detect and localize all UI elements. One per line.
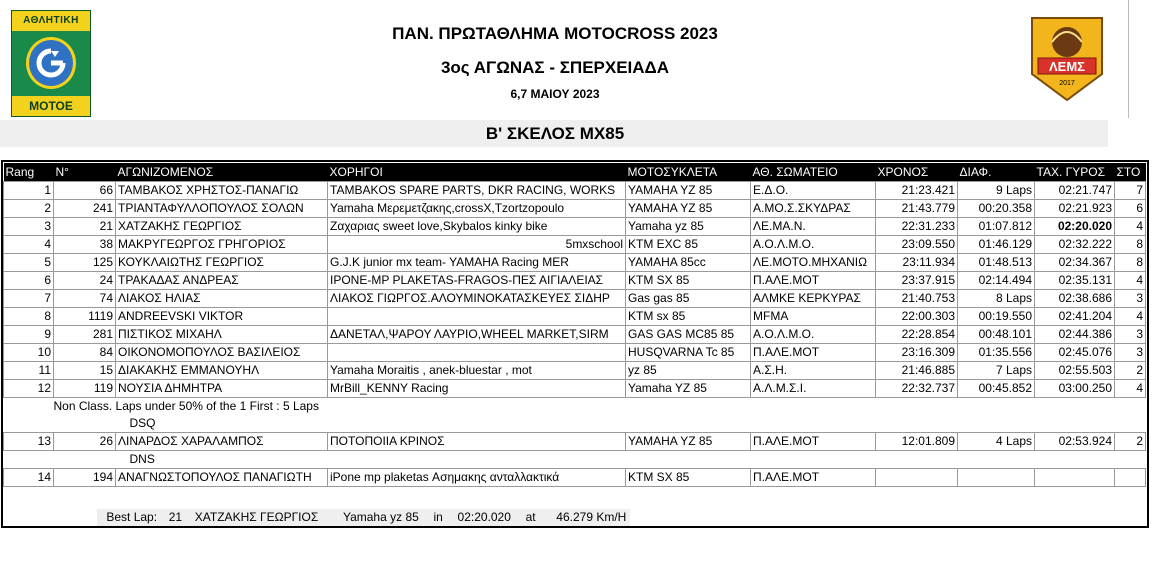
rank-cell: 3: [4, 218, 54, 236]
rider-cell: ΛΙΝΑΡΔΟΣ ΧΑΡΑΛΑΜΠΟΣ: [116, 433, 328, 451]
time-cell: 23:37.915: [876, 272, 958, 290]
gap-cell: 01:35.556: [958, 344, 1035, 362]
best-lap-time: 02:20.020: [457, 510, 511, 524]
time-cell: 21:23.421: [876, 182, 958, 200]
bike-cell: Gas gas 85: [626, 290, 751, 308]
bike-cell: KTM sx 85: [626, 308, 751, 326]
bike-cell: Yamaha YZ 85: [626, 380, 751, 398]
sto-cell: 7: [1115, 182, 1146, 200]
table-header-row: [4, 163, 1146, 182]
number-cell: 119: [54, 380, 116, 398]
column-header: ΧΟΡΗΓΟΙ: [328, 163, 626, 182]
best-lap-in: in: [433, 510, 443, 524]
bike-cell: yz 85: [626, 362, 751, 380]
sponsors-cell: ΔΑΝΕΤΑΛ,ΨΑΡΟΥ ΛΑΥΡΙΟ,WHEEL MARKET,SIRM: [328, 326, 626, 344]
best-lap-cell: 02:32.222: [1035, 236, 1115, 254]
gap-cell: 8 Laps: [958, 290, 1035, 308]
gap-cell: 01:48.513: [958, 254, 1035, 272]
column-header: ΧΡΟΝΟΣ: [876, 163, 958, 182]
rank-cell: 6: [4, 272, 54, 290]
column-header: ΣΤΟ: [1115, 163, 1146, 182]
sto-cell: 3: [1115, 344, 1146, 362]
sponsors-cell: IPONE-MP PLAKETAS-FRAGOS-ΠΕΣ ΑΙΓΙΑΛΕΙΑΣ: [328, 272, 626, 290]
number-cell: 125: [54, 254, 116, 272]
rider-cell: ΛΙΑΚΟΣ ΗΛΙΑΣ: [116, 290, 328, 308]
gap-cell: 01:46.129: [958, 236, 1035, 254]
number-cell: 66: [54, 182, 116, 200]
best-lap-bike: Yamaha yz 85: [342, 510, 419, 524]
logo-left-top-text: ΑΘΛΗΤΙΚΗ: [12, 11, 90, 31]
column-header: ΔΙΑΦ.: [958, 163, 1035, 182]
number-cell: 24: [54, 272, 116, 290]
rider-cell: ΤΡΙΑΝΤΑΦΥΛΛΟΠΟΥΛΟΣ ΣΟΛΩΝ: [116, 200, 328, 218]
number-cell: 281: [54, 326, 116, 344]
club-cell: Π.ΑΛΕ.ΜΟΤ: [751, 469, 876, 487]
table-row: [4, 218, 1146, 236]
time-cell: 22:28.854: [876, 326, 958, 344]
number-cell: 38: [54, 236, 116, 254]
best-lap-cell: 02:34.367: [1035, 254, 1115, 272]
sto-cell: 4: [1115, 380, 1146, 398]
number-cell: 84: [54, 344, 116, 362]
sponsors-cell: MrBill_KENNY Racing: [328, 380, 626, 398]
bike-cell: KTM SX 85: [626, 469, 751, 487]
gap-cell: 9 Laps: [958, 182, 1035, 200]
sto-cell: 8: [1115, 236, 1146, 254]
table-row: [4, 308, 1146, 326]
bike-cell: KTM SX 85: [626, 272, 751, 290]
gap-cell: 02:14.494: [958, 272, 1035, 290]
sto-cell: 4: [1115, 308, 1146, 326]
table-row: [4, 182, 1146, 200]
rider-cell: ΠΙΣΤΙΚΟΣ ΜΙΧΑΗΛ: [116, 326, 328, 344]
best-lap-speed: 46.279 Km/H: [556, 510, 627, 524]
rider-cell: ΜΑΚΡΥΓΕΩΡΓΟΣ ΓΡΗΓΟΡΙΟΣ: [116, 236, 328, 254]
number-cell: 15: [54, 362, 116, 380]
rider-cell: ΤΑΜΒΑΚΟΣ ΧΡΗΣΤΟΣ-ΠΑΝΑΓΙΩ: [116, 182, 328, 200]
club-cell: Α.Λ.Μ.Σ.Ι.: [751, 380, 876, 398]
club-cell: Α.Ο.Λ.Μ.Ο.: [751, 236, 876, 254]
sto-cell: 2: [1115, 362, 1146, 380]
rider-cell: ANDREEVSKI VIKTOR: [116, 308, 328, 326]
sponsors-cell: [328, 344, 626, 362]
sponsors-cell: Ζαχαριας sweet love,Skybalos kinky bike: [328, 218, 626, 236]
club-cell: ΛΕ.ΜΟΤΟ.ΜΗΧΑΝΙΩ: [751, 254, 876, 272]
page-title: ΠΑΝ. ΠΡΩΤΑΘΛΗΜΑ MOTOCROSS 2023: [392, 24, 718, 43]
sponsors-cell: G.J.K junior mx team- YAMAHA Racing MER: [328, 254, 626, 272]
rank-cell: 10: [4, 344, 54, 362]
time-cell: 22:00.303: [876, 308, 958, 326]
dns-label: DNS: [129, 452, 155, 466]
time-cell: 21:46.885: [876, 362, 958, 380]
event-title: 3ος ΑΓΩΝΑΣ - ΣΠΕΡΧΕΙΑΔΑ: [440, 58, 670, 77]
best-lap-cell: 02:21.747: [1035, 182, 1115, 200]
sponsors-cell: 5mxschool: [328, 236, 626, 254]
rank-cell: 12: [4, 380, 54, 398]
best-lap-cell: [1035, 469, 1115, 487]
dsq-label-row: [4, 415, 1146, 433]
best-lap-label: Best Lap:: [106, 510, 158, 524]
club-cell: Α.ΜΟ.Σ.ΣΚΥΔΡΑΣ: [751, 200, 876, 218]
club-cell: ΑΛΜΚΕ ΚΕΡΚΥΡΑΣ: [751, 290, 876, 308]
sto-cell: 4: [1115, 218, 1146, 236]
gap-cell: 7 Laps: [958, 362, 1035, 380]
number-cell: 74: [54, 290, 116, 308]
divider: [1128, 0, 1129, 118]
table-row: [4, 236, 1146, 254]
gap-cell: 01:07.812: [958, 218, 1035, 236]
sponsors-cell: [328, 308, 626, 326]
best-lap-bar: [97, 509, 630, 526]
sto-cell: [1115, 469, 1146, 487]
bike-cell: YAMAHA 85cc: [626, 254, 751, 272]
table-row: [4, 362, 1146, 380]
best-lap-rider: ΧΑΤΖΑΚΗΣ ΓΕΩΡΓΙΟΣ: [194, 510, 319, 524]
rank-cell: 1: [4, 182, 54, 200]
sponsors-cell: Yamaha Μερεμετζακης,crossX,Tzortzopoulo: [328, 200, 626, 218]
sponsors-cell: Yamaha Moraitis , anek-bluestar , mot: [328, 362, 626, 380]
event-date: 6,7 ΜΑΙΟΥ 2023: [510, 87, 600, 101]
time-cell: 22:31.233: [876, 218, 958, 236]
best-lap-cell: 02:35.131: [1035, 272, 1115, 290]
number-cell: 1119: [54, 308, 116, 326]
table-row: [4, 326, 1146, 344]
gap-cell: 4 Laps: [958, 433, 1035, 451]
sto-cell: 3: [1115, 290, 1146, 308]
rider-cell: ΟΙΚΟΝΟΜΟΠΟΥΛΟΣ ΒΑΣΙΛΕΙΟΣ: [116, 344, 328, 362]
number-cell: 194: [54, 469, 116, 487]
sponsors-cell: ΠΟΤΟΠΟΙΙΑ ΚΡΙΝΟΣ: [328, 433, 626, 451]
table-row: [4, 200, 1146, 218]
bike-cell: YAMAHA YZ 85: [626, 182, 751, 200]
time-cell: 23:16.309: [876, 344, 958, 362]
time-cell: 21:40.753: [876, 290, 958, 308]
sponsors-cell: ΛΙΑΚΟΣ ΓΙΩΡΓΟΣ.ΑΛΟΥΜΙΝΟΚΑΤΑΣΚΕΥΕΣ ΣΙΔΗΡ: [328, 290, 626, 308]
sto-cell: 2: [1115, 433, 1146, 451]
gap-cell: 00:20.358: [958, 200, 1035, 218]
logo-right-text: ΛΕΜΣ: [1049, 59, 1085, 74]
dns-label-row: [4, 451, 1146, 469]
time-cell: [876, 469, 958, 487]
rider-cell: ΝΟΥΣΙΑ ΔΗΜΗΤΡΑ: [116, 380, 328, 398]
gap-cell: 00:48.101: [958, 326, 1035, 344]
number-cell: 21: [54, 218, 116, 236]
sto-cell: 4: [1115, 272, 1146, 290]
bike-cell: YAMAHA YZ 85: [626, 200, 751, 218]
club-cell: MFMA: [751, 308, 876, 326]
sto-cell: 8: [1115, 254, 1146, 272]
best-lap-cell: 02:44.386: [1035, 326, 1115, 344]
rank-cell: 9: [4, 326, 54, 344]
best-lap-cell: 02:41.204: [1035, 308, 1115, 326]
rank-cell: 11: [4, 362, 54, 380]
table-row: [4, 344, 1146, 362]
rider-cell: ΧΑΤΖΑΚΗΣ ΓΕΩΡΓΙΟΣ: [116, 218, 328, 236]
rank-cell: 4: [4, 236, 54, 254]
club-cell: Α.Ο.Λ.Μ.Ο.: [751, 326, 876, 344]
race-subtitle: Β' ΣΚΕΛΟΣ MX85: [485, 124, 625, 143]
gap-cell: [958, 469, 1035, 487]
best-lap-number: 21: [168, 510, 183, 524]
gap-cell: 00:45.852: [958, 380, 1035, 398]
club-cell: Π.ΑΛΕ.ΜΟΤ: [751, 433, 876, 451]
bike-cell: KTM EXC 85: [626, 236, 751, 254]
rank-cell: 5: [4, 254, 54, 272]
dsq-label: DSQ: [129, 416, 156, 430]
rank-cell: 8: [4, 308, 54, 326]
sponsors-cell: iPone mp plaketas Ασημακης ανταλλακτικά: [328, 469, 626, 487]
sto-cell: 6: [1115, 200, 1146, 218]
time-cell: 23:11.934: [876, 254, 958, 272]
nonclass-note-row: [4, 398, 1146, 416]
best-lap-cell: 02:38.686: [1035, 290, 1115, 308]
bike-cell: Yamaha yz 85: [626, 218, 751, 236]
column-header: N°: [54, 163, 116, 182]
gap-cell: 00:19.550: [958, 308, 1035, 326]
time-cell: 23:09.550: [876, 236, 958, 254]
best-lap-at: at: [525, 510, 536, 524]
column-header: ΤΑΧ. ΓΥΡΟΣ: [1035, 163, 1115, 182]
rank-cell: 7: [4, 290, 54, 308]
best-lap-cell: 02:20.020: [1035, 218, 1115, 236]
rider-cell: ΤΡΑΚΑΔΑΣ ΑΝΔΡΕΑΣ: [116, 272, 328, 290]
time-cell: 22:32.737: [876, 380, 958, 398]
club-cell: ΛΕ.ΜΑ.Ν.: [751, 218, 876, 236]
sto-cell: 3: [1115, 326, 1146, 344]
sponsors-cell: TAMBAKOS SPARE PARTS, DKR RACING, WORKS: [328, 182, 626, 200]
bike-cell: GAS GAS MC85 85: [626, 326, 751, 344]
rank-cell: 2: [4, 200, 54, 218]
column-header: ΑΘ. ΣΩΜΑΤΕΙΟ: [751, 163, 876, 182]
best-lap-cell: 02:21.923: [1035, 200, 1115, 218]
number-cell: 26: [54, 433, 116, 451]
best-lap-cell: 02:45.076: [1035, 344, 1115, 362]
column-header: Rang: [4, 163, 54, 182]
best-lap-cell: 02:53.924: [1035, 433, 1115, 451]
time-cell: 12:01.809: [876, 433, 958, 451]
rank-cell: 14: [4, 469, 54, 487]
table-row: [4, 433, 1146, 451]
table-row: [4, 469, 1146, 487]
table-row: [4, 272, 1146, 290]
club-cell: Π.ΑΛΕ.ΜΟΤ: [751, 272, 876, 290]
best-lap-cell: 03:00.250: [1035, 380, 1115, 398]
time-cell: 21:43.779: [876, 200, 958, 218]
rank-cell: 13: [4, 433, 54, 451]
nonclass-note: Non Class. Laps under 50% of the 1 First : 5 Laps: [53, 399, 319, 413]
club-cell: Ε.Δ.Ο.: [751, 182, 876, 200]
table-row: [4, 290, 1146, 308]
club-cell: Α.Σ.Η.: [751, 362, 876, 380]
table-row: [4, 254, 1146, 272]
logo-left-bottom-text: ΜΟΤΟΕ: [12, 96, 90, 116]
best-lap-cell: 02:55.503: [1035, 362, 1115, 380]
club-cell: Π.ΑΛΕ.ΜΟΤ: [751, 344, 876, 362]
column-header: ΑΓΩΝΙΖΟΜΕΝΟΣ: [116, 163, 328, 182]
bike-cell: YAMAHA YZ 85: [626, 433, 751, 451]
rider-cell: ΚΟΥΚΛΑΙΩΤΗΣ ΓΕΩΡΓΙΟΣ: [116, 254, 328, 272]
results-table: [3, 163, 1146, 487]
bike-cell: HUSQVARNA Tc 85: [626, 344, 751, 362]
table-row: [4, 380, 1146, 398]
column-header: ΜΟΤΟΣΥΚΛΕΤΑ: [626, 163, 751, 182]
rider-cell: ΔΙΑΚΑΚΗΣ ΕΜΜΑΝΟΥΗΛ: [116, 362, 328, 380]
number-cell: 241: [54, 200, 116, 218]
rider-cell: ΑΝΑΓΝΩΣΤΟΠΟΥΛΟΣ ΠΑΝΑΓΙΩΤΗ: [116, 469, 328, 487]
logo-right-year: 2017: [1059, 80, 1075, 87]
